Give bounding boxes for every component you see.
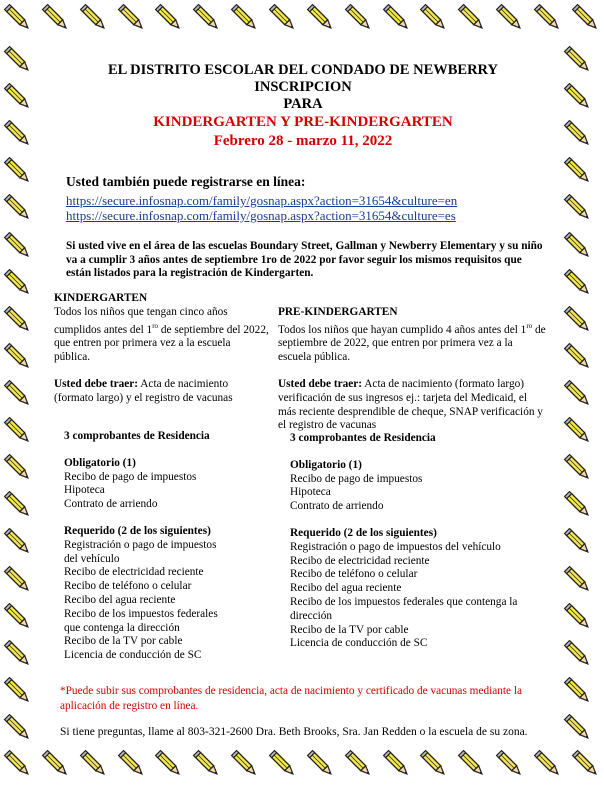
kindergarten-mandatory-title: Obligatorio (1) xyxy=(64,456,136,469)
pencil-icon xyxy=(2,155,34,187)
list-item: Hipoteca xyxy=(64,484,105,497)
pencil-icon xyxy=(191,2,223,34)
list-item: dirección xyxy=(290,609,333,622)
pencil-border-bottom xyxy=(2,748,602,788)
list-item: que contenga la dirección xyxy=(64,621,180,634)
prekindergarten-column xyxy=(278,306,546,433)
prekindergarten-mandatory-title: Obligatorio (1) xyxy=(290,458,362,471)
flyer-header xyxy=(48,62,558,151)
prekindergarten-residency xyxy=(290,432,546,651)
pencil-icon xyxy=(562,230,594,262)
list-item: Licencia de conducción de SC xyxy=(290,637,428,650)
list-item: Recibo del agua reciente xyxy=(64,593,176,606)
pencil-icon xyxy=(2,304,34,336)
para-title: PARA xyxy=(283,96,323,112)
pencil-icon xyxy=(2,712,34,744)
pencil-icon xyxy=(2,564,34,596)
kindergarten-residency xyxy=(64,430,269,663)
pencil-icon xyxy=(116,2,148,34)
kindergarten-bring: Usted debe traer: Acta de nacimiento (formato largo) y el registro de vacunas xyxy=(54,377,233,404)
list-item: Recibo de la TV por cable xyxy=(64,635,183,648)
registration-dates: Febrero 28 - marzo 11, 2022 xyxy=(213,133,393,149)
pencil-icon xyxy=(229,2,261,34)
pencil-icon xyxy=(191,748,223,780)
pencil-icon xyxy=(229,748,261,780)
pencil-icon xyxy=(2,489,34,521)
pencil-icon xyxy=(562,378,594,410)
pencil-icon xyxy=(2,378,34,410)
pencil-icon xyxy=(570,748,602,780)
programs-title: KINDERGARTEN Y PRE-KINDERGARTEN xyxy=(153,114,453,130)
pencil-icon xyxy=(305,2,337,34)
pencil-icon xyxy=(2,341,34,373)
prekindergarten-bring: Usted debe traer: Acta de nacimiento (formato largo) verificación de sus ingresos ej.: tarjeta del Medicaid, el más reciente desprendible de cheque, SNAP verificación y el registro de vacunas xyxy=(278,377,543,432)
online-registration-title: Usted también puede registrarse en línea: xyxy=(66,174,306,189)
pencil-icon xyxy=(78,2,110,34)
list-item: Recibo del agua reciente xyxy=(290,582,402,595)
pencil-icon xyxy=(40,2,72,34)
pencil-border-left xyxy=(2,44,42,744)
kindergarten-proofs-title: 3 comprobantes de Residencia xyxy=(64,430,210,442)
pencil-icon xyxy=(343,2,375,34)
prekindergarten-proofs-title: 3 comprobantes de Residencia xyxy=(290,432,436,444)
contact-footer: Si tiene preguntas, llame al 803-321-2600 Dra. Beth Brooks, Sra. Jan Redden o la escuela de su zona. xyxy=(60,726,528,738)
pencil-icon xyxy=(494,2,526,34)
list-item: del vehículo xyxy=(64,552,120,565)
boundary-schools-note: Si usted vive en el área de las escuelas Boundary Street, Gallman y Newberry Elementary y su niño va a cumplir 3 años antes de septiembre 1ro de 2022 por favor seguir los mismos requisitos que están listados para la registración de Kindergarten. xyxy=(66,240,543,279)
pencil-icon xyxy=(456,748,488,780)
pencil-icon xyxy=(562,192,594,224)
prekindergarten-required-title: Requerido (2 de los siguientes) xyxy=(290,526,437,539)
pencil-icon xyxy=(2,2,34,34)
pencil-icon xyxy=(78,748,110,780)
pencil-icon xyxy=(2,748,34,780)
kindergarten-column xyxy=(54,292,269,405)
pencil-icon xyxy=(2,675,34,707)
list-item: Hipoteca xyxy=(290,486,331,499)
pencil-icon xyxy=(2,452,34,484)
pencil-icon xyxy=(2,118,34,150)
pencil-icon xyxy=(562,415,594,447)
pencil-icon xyxy=(562,675,594,707)
pencil-icon xyxy=(562,44,594,76)
list-item: Recibo de teléfono o celular xyxy=(64,580,192,593)
upload-note: *Puede subir sus comprobantes de residencia, acta de nacimiento y certificado de vacunas mediante la aplicación de registro en línea. xyxy=(60,685,523,712)
pencil-icon xyxy=(2,230,34,262)
pencil-icon xyxy=(2,81,34,113)
pencil-icon xyxy=(2,44,34,76)
list-item: Contrato de arriendo xyxy=(64,498,158,511)
pencil-icon xyxy=(418,2,450,34)
list-item: Recibo de los impuestos federales que contenga la xyxy=(290,595,518,608)
pencil-icon xyxy=(2,638,34,670)
pencil-icon xyxy=(562,118,594,150)
pencil-icon xyxy=(494,748,526,780)
prekindergarten-title: PRE-KINDERGARTEN xyxy=(278,306,398,318)
pencil-icon xyxy=(153,748,185,780)
list-item: Registración o pago de impuestos xyxy=(64,538,217,551)
pencil-icon xyxy=(2,601,34,633)
list-item: Recibo de electricidad reciente xyxy=(290,554,430,567)
pencil-icon xyxy=(562,155,594,187)
pencil-icon xyxy=(305,748,337,780)
pencil-icon xyxy=(40,748,72,780)
pencil-icon xyxy=(562,601,594,633)
pencil-icon xyxy=(532,2,564,34)
list-item: Licencia de conducción de SC xyxy=(64,649,202,662)
pencil-icon xyxy=(562,564,594,596)
list-item: Recibo de pago de impuestos xyxy=(290,472,423,485)
pencil-icon xyxy=(2,192,34,224)
pencil-icon xyxy=(267,2,299,34)
kindergarten-required-title: Requerido (2 de los siguientes) xyxy=(64,524,211,537)
pencil-border-right xyxy=(562,44,602,744)
district-title: EL DISTRITO ESCOLAR DEL CONDADO DE NEWBERRY xyxy=(107,62,498,78)
pencil-icon xyxy=(2,415,34,447)
pencil-icon xyxy=(532,748,564,780)
pencil-icon xyxy=(456,2,488,34)
pencil-icon xyxy=(153,2,185,34)
pencil-icon xyxy=(116,748,148,780)
pencil-icon xyxy=(2,526,34,558)
list-item: Recibo de teléfono o celular xyxy=(290,568,418,581)
pencil-icon xyxy=(562,638,594,670)
kindergarten-description: Todos los niños que tengan cinco años cumplidos antes del $1^{ro}$ de septiembre del 2022, que entren por primera vez a la escuela pública. xyxy=(54,305,269,363)
pencil-icon xyxy=(2,267,34,299)
pencil-icon xyxy=(562,452,594,484)
list-item: Recibo de los impuestos federales xyxy=(64,607,218,620)
kindergarten-title: KINDERGARTEN xyxy=(54,292,148,304)
list-item: Recibo de pago de impuestos xyxy=(64,470,197,483)
pencil-icon xyxy=(562,267,594,299)
pencil-icon xyxy=(562,304,594,336)
pencil-icon xyxy=(562,489,594,521)
list-item: Recibo de la TV por cable xyxy=(290,623,409,636)
pencil-border-top xyxy=(2,2,602,42)
inscripcion-title: INSCRIPCION xyxy=(254,79,352,95)
pencil-icon xyxy=(418,748,450,780)
pencil-icon xyxy=(381,748,413,780)
list-item: Contrato de arriendo xyxy=(290,500,384,513)
pencil-icon xyxy=(562,526,594,558)
pencil-icon xyxy=(562,341,594,373)
pencil-icon xyxy=(562,81,594,113)
list-item: Recibo de electricidad reciente xyxy=(64,566,204,579)
registration-link-spanish[interactable]: https://secure.infosnap.com/family/gosnap.aspx?action=31654&culture=es xyxy=(66,208,456,223)
pencil-icon xyxy=(381,2,413,34)
pencil-icon xyxy=(343,748,375,780)
prekindergarten-description: Todos los niños que hayan cumplido 4 años antes del $1^{ro}$ de septiembre de 2022, que entren por primera vez a la escuela pública. xyxy=(278,321,546,364)
pencil-icon xyxy=(267,748,299,780)
list-item: Registración o pago de impuestos del vehículo xyxy=(290,540,501,553)
registration-link-english[interactable]: https://secure.infosnap.com/family/gosnap.aspx?action=31654&culture=en xyxy=(66,193,458,208)
pencil-icon xyxy=(562,712,594,744)
pencil-icon xyxy=(570,2,602,34)
